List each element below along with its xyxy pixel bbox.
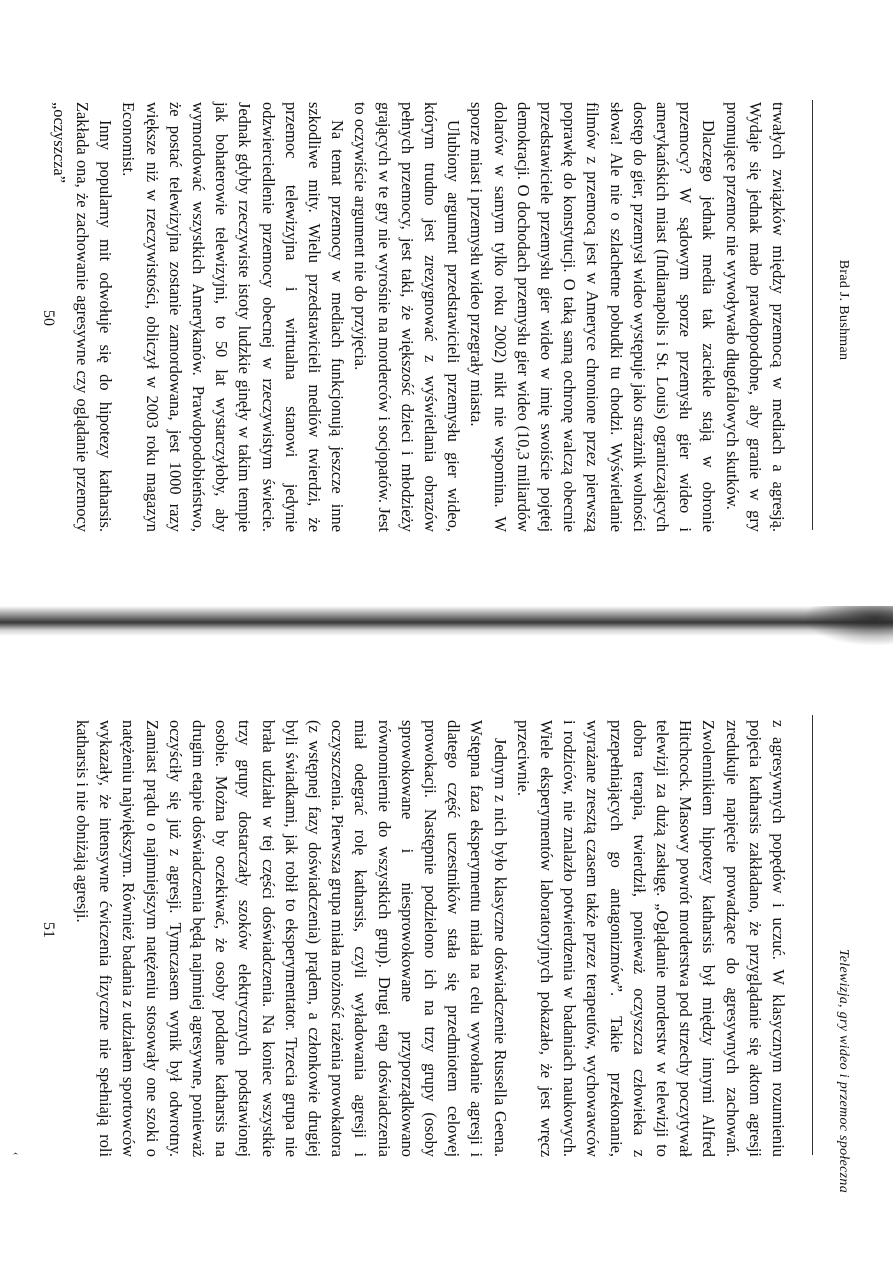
header-rule — [812, 715, 813, 1155]
page-number: 51 — [40, 922, 57, 938]
page-body — [71, 720, 790, 1157]
header-rule — [812, 100, 813, 530]
gutter-top-shadow — [803, 606, 893, 646]
book-gutter-shadow — [0, 606, 893, 636]
paragraph: trwałych związków między przemocą w mediach a agresją. Wydaje się jednak mało prawdopodobne, aby granie w gry promujące przemoc nie wywoływało długofalowych skutków. — [722, 102, 788, 532]
page-number: 50 — [40, 310, 57, 326]
paragraph: Ulubiony argument przedstawicieli przemysłu gier wideo, którym trudno jest zrezygnować z wyświetlania obrazów pełnych przemocy, jest taki, że większość dzieci i młodzieży grających w te gry nie wyrośnie na morderców i socjopatów. Jest to oczywiście argument nie do przyjęcia. — [351, 102, 464, 532]
margin-mark: ‹ — [10, 1152, 21, 1156]
running-head: Brad J. Bushman — [836, 259, 851, 361]
left-page — [0, 0, 893, 620]
paragraph: Jednym z nich było klasyczne doświadczenie Russella Geena. Wstępna faza eksperymentu miała na celu wywołanie agresji i dlatego część uczestników stała się przedmiotem celowej prowokacji. Następnie podzielono ich na trzy grupy (osoby sprowokowane i niesprowokowane przyporządkowano równomiernie do wszystkich grup). Drugi etap doświadczenia miał odegrać rolę katharsis, czyli wyładowania agresji i oczyszczenia. Pierwsza grupa miała możność rażenia prowokatora (z wstępnej fazy doświadczenia) prądem, a członkowie drugiej byli świadkami, jak robił to eksperymentator. Trzecia grupa nie brała udziału w tej części doświadczenia. Na koniec wszystkie trzy grupy dostarczały szoków elektrycznych podstawionej osobie. Można by oczekiwać, że osoby poddane katharsis na drugim etapie doświadczenia będą najmniej agresywne, ponieważ oczyściły się już z agresji. Tymczasem wynik był odwrotny. Zamiast prądu o najmniejszym natężeniu stosowały one szoki o natężeniu największym. Również badania z udziałem sportowców wykazały, że intensywne ćwiczenia fizyczne nie spełniają roli katharsis i nie obniżają agresji. — [72, 720, 510, 1157]
page-body — [48, 102, 791, 532]
running-head: Telewizja, gry wideo i przemoc społeczna — [836, 948, 851, 1193]
right-page — [0, 620, 893, 1263]
paragraph: Inny popularny mit odwołuje się do hipotezy katharsis. Zakłada ona, że zachowanie agresywne czy oglądanie przemocy „oczyszcza” — [49, 102, 116, 532]
paragraph: Na temat przemocy w mediach funkcjonują jeszcze inne szkodliwe mity. Wielu przedstawicieli mediów twierdzi, że przemoc telewizyjna i wirtualna stanowi jedynie odzwierciedlenie przemocy obecnej w rzeczywistym świecie. Jednak gdyby rzeczywiste istoty ludzkie ginęły w takim tempie jak bohaterowie telewizyjni, to 50 lat wystarczyłoby, aby wymordować wszystkich Amerykanów. Prawdopodobieństwo, że postać telewizyjna zostanie zamordowana, jest 1000 razy większe niż w rzeczywistości, obliczył w 2003 roku magazyn Economist. — [119, 102, 348, 532]
paragraph: z agresywnych popędów i uczuć. W klasycznym rozumieniu pojęcia katharsis zakładano, że przyglądanie się aktom agresji zredukuje napięcie prowadzące do agresywnych zachowań. Zwolennikiem hipotezy katharsis był między innymi Alfred Hitchcock. Masowy powrót morderstwa pod strzechy poczytywał telewizji za dużą zasługę. „Oglądanie morderstw w telewizji to dobra terapia, twierdził, ponieważ oczyszcza człowieka z przepełniających go antagonizmów”. Takie przekonanie, wyrażane zresztą czasem także przez terapeutów, wychowawców i rodziców, nie znalazło potwierdzenia w badaniach naukowych. Wiele eksperymentów laboratoryjnych pokazało, że jest wręcz przeciwnie. — [513, 720, 788, 1157]
paragraph: Dlaczego jednak media tak zaciekle stają w obronie przemocy? W sądowym sporze przemysłu gier wideo i amerykańskich miast (Indianapolis i St. Louis) ograniczających dostęp do gier, przemysł wideo występuje jako strażnik wolności słowa! Ale nie o szlachetne pobudki tu chodzi. Wyświetlanie filmów z przemocą jest w Ameryce chronione przez pierwszą poprawkę do konstytucji. O taką samą ochronę walczą obecnie przedstawiciele przemysłu gier wideo w imię swoiście pojętej demokracji. O dochodach przemysłu gier wideo (10,3 miliardów dolarów w samym tylko roku 2002) nikt nie wspomina. W sporze miast i przemysłu wideo przegrały miasta. — [467, 102, 719, 532]
